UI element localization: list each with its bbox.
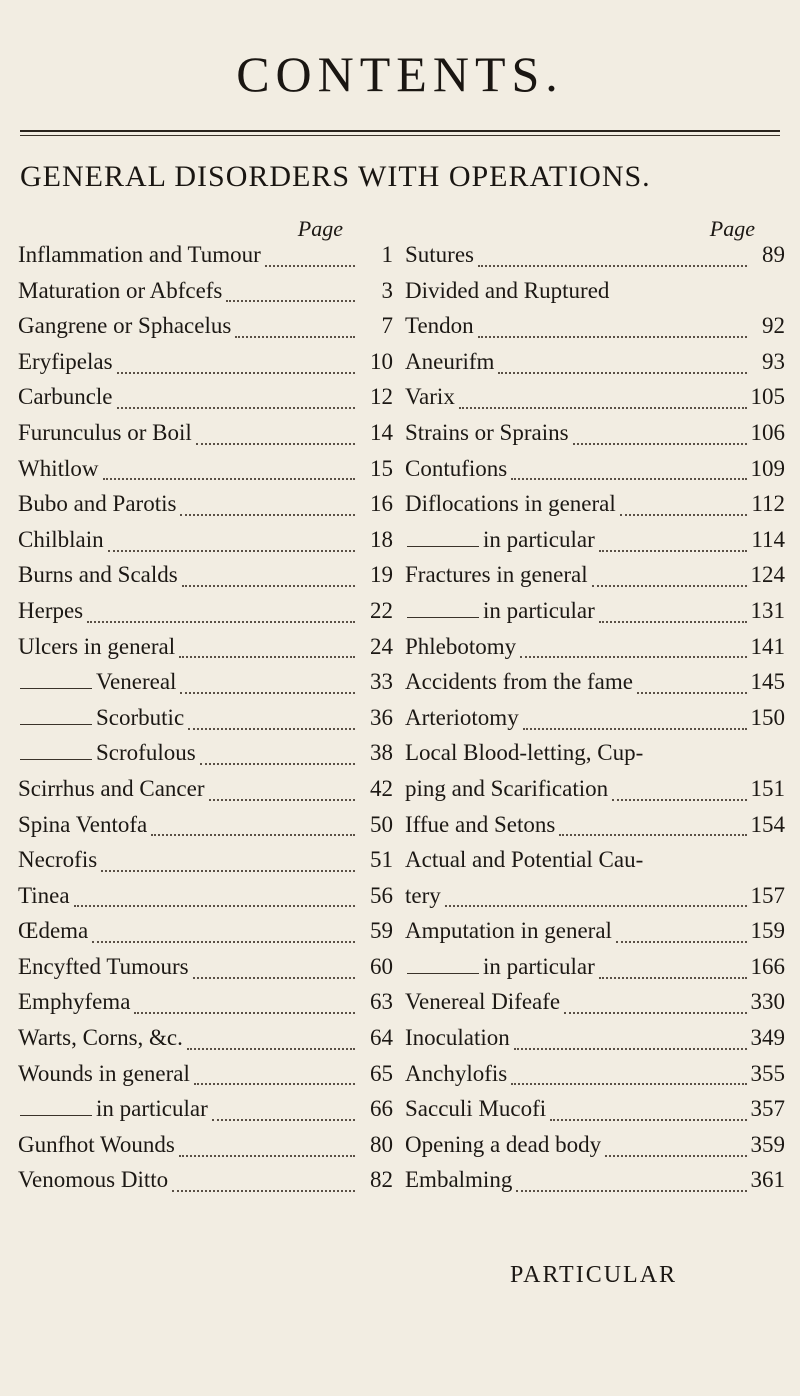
ditto-rule — [407, 546, 479, 547]
dot-leader — [592, 585, 747, 587]
entry-label: Fractures in general — [405, 562, 588, 588]
dot-leader — [564, 1012, 746, 1014]
toc-entry — [405, 313, 785, 349]
dot-leader — [151, 834, 355, 836]
toc-entry — [18, 954, 393, 990]
entry-label: Carbuncle — [18, 384, 113, 410]
dot-leader — [179, 1155, 355, 1157]
dot-leader — [200, 763, 355, 765]
entry-page-number: 82 — [370, 1167, 393, 1193]
toc-entry — [18, 1167, 393, 1203]
dot-leader — [180, 692, 355, 694]
entry-label: Tendon — [405, 313, 474, 339]
entry-page-number: 105 — [750, 384, 785, 410]
toc-entry — [18, 491, 393, 527]
dot-leader — [87, 621, 355, 623]
entry-page-number: 159 — [750, 918, 785, 944]
entry-page-number: 66 — [370, 1096, 393, 1122]
toc-entry — [405, 598, 785, 634]
toc-entry — [405, 242, 785, 278]
dot-leader — [573, 443, 747, 445]
entry-page-number: 355 — [750, 1060, 785, 1086]
page-column-label: Page — [709, 216, 755, 241]
entry-label: in particular — [483, 526, 595, 552]
toc-entry — [405, 349, 785, 385]
dot-leader — [117, 372, 355, 374]
entry-page-number: 131 — [750, 597, 785, 623]
toc-entry — [405, 278, 785, 314]
entry-label: Warts, Corns, &c. — [18, 1025, 183, 1051]
entry-label: Ulcers in general — [18, 633, 176, 659]
entry-page-number: 357 — [750, 1096, 785, 1122]
dot-leader — [235, 336, 355, 338]
toc-entry — [18, 456, 393, 492]
dot-leader — [180, 514, 355, 516]
entry-page-number: 12 — [370, 384, 393, 410]
entry-page-number: 151 — [750, 775, 785, 801]
entry-page-number: 3 — [381, 277, 393, 303]
entry-label: Spina Ventofa — [18, 811, 148, 837]
entry-label: Local Blood-letting, Cup- — [405, 740, 644, 766]
entry-page-number: 36 — [370, 704, 393, 730]
dot-leader — [103, 478, 356, 480]
entry-label: Embalming — [405, 1167, 513, 1193]
dot-leader — [511, 1083, 746, 1085]
dot-leader — [134, 1012, 355, 1014]
entry-label: Venereal — [96, 669, 177, 695]
dot-leader — [188, 728, 355, 730]
dot-leader — [498, 372, 747, 374]
entry-page-number: 65 — [370, 1060, 393, 1086]
entry-label: Varix — [405, 384, 455, 410]
entry-page-number: 7 — [381, 313, 393, 339]
entry-label: tery — [405, 882, 441, 908]
entry-page-number: 141 — [750, 633, 785, 659]
entry-label: Iffue and Setons — [405, 811, 556, 837]
entry-page-number: 150 — [750, 704, 785, 730]
entry-label: Wounds in general — [18, 1060, 190, 1086]
entry-label: Aneurifm — [405, 348, 495, 374]
toc-entry — [18, 776, 393, 812]
entry-label: Gunfhot Wounds — [18, 1131, 175, 1157]
entry-label: Emphyfema — [18, 989, 131, 1015]
entry-label: Whitlow — [18, 455, 99, 481]
dot-leader — [193, 977, 355, 979]
dot-leader — [605, 1155, 746, 1157]
toc-entry — [18, 918, 393, 954]
toc-entry — [405, 1025, 785, 1061]
dot-leader — [212, 1119, 355, 1121]
dot-leader — [478, 336, 747, 338]
ditto-rule — [20, 1115, 92, 1116]
toc-entry — [18, 1025, 393, 1061]
entry-label: Venomous Ditto — [18, 1167, 169, 1193]
entry-label: in particular — [483, 953, 595, 979]
toc-entry — [18, 847, 393, 883]
dot-leader — [108, 550, 355, 552]
toc-entry — [18, 562, 393, 598]
entry-label: Scorbutic — [96, 704, 185, 730]
entry-page-number: 64 — [370, 1025, 393, 1051]
ditto-rule — [20, 724, 92, 725]
entry-label: in particular — [96, 1096, 208, 1122]
catchword: PARTICULAR — [510, 1262, 678, 1288]
toc-entry — [18, 634, 393, 670]
toc-entry — [405, 1061, 785, 1097]
dot-leader — [516, 1190, 746, 1192]
left-column — [18, 216, 393, 1203]
ditto-rule — [407, 617, 479, 618]
entry-page-number: 330 — [750, 989, 785, 1015]
page-column-label: Page — [297, 216, 343, 241]
toc-entry — [405, 634, 785, 670]
entry-label: Herpes — [18, 597, 84, 623]
dot-leader — [599, 621, 747, 623]
toc-entry — [18, 705, 393, 741]
entry-page-number: 18 — [370, 526, 393, 552]
ditto-rule — [407, 973, 479, 974]
entry-page-number: 1 — [381, 242, 393, 267]
entry-label: Chilblain — [18, 526, 104, 552]
dot-leader — [226, 300, 355, 302]
dot-leader — [523, 728, 747, 730]
entry-page-number: 157 — [750, 882, 785, 908]
contents-heading: CONTENTS. — [236, 46, 564, 102]
entry-page-number: 16 — [370, 491, 393, 517]
entry-label: Sacculi Mucofi — [405, 1096, 547, 1122]
entry-page-number: 145 — [750, 669, 785, 695]
entry-label: Arteriotomy — [405, 704, 519, 730]
dot-leader — [445, 905, 747, 907]
dot-leader — [550, 1119, 746, 1121]
entry-label: Divided and Ruptured — [405, 277, 610, 303]
entry-label: Burns and Scalds — [18, 562, 178, 588]
entry-label: Inoculation — [405, 1025, 510, 1051]
entry-page-number: 112 — [751, 491, 785, 517]
entry-page-number: 15 — [370, 455, 393, 481]
dot-leader — [172, 1190, 355, 1192]
dot-leader — [520, 656, 746, 658]
entry-label: Actual and Potential Cau- — [405, 847, 644, 873]
entry-page-number: 24 — [370, 633, 393, 659]
toc-entry — [18, 812, 393, 848]
toc-entry — [405, 989, 785, 1025]
entry-page-number: 92 — [762, 313, 785, 339]
top-rule — [20, 130, 780, 132]
dot-leader — [179, 656, 355, 658]
toc-entry — [405, 812, 785, 848]
entry-label: Scirrhus and Cancer — [18, 775, 205, 801]
toc-entry — [405, 1132, 785, 1168]
dot-leader — [559, 834, 746, 836]
toc-entry — [18, 313, 393, 349]
entry-label: Scrofulous — [96, 740, 196, 766]
entry-label: Furunculus or Boil — [18, 419, 192, 445]
ditto-rule — [20, 759, 92, 760]
toc-entry — [18, 242, 393, 278]
entry-label: Bubo and Parotis — [18, 491, 177, 517]
dot-leader — [478, 265, 747, 267]
toc-entry — [18, 1132, 393, 1168]
dot-leader — [612, 799, 746, 801]
entry-page-number: 14 — [370, 419, 393, 445]
entry-page-number: 166 — [750, 953, 785, 979]
dot-leader — [101, 870, 355, 872]
toc-entry — [18, 1061, 393, 1097]
dot-leader — [599, 550, 747, 552]
entry-page-number: 50 — [370, 811, 393, 837]
dot-leader — [74, 905, 355, 907]
toc-entry — [405, 456, 785, 492]
dot-leader — [514, 1048, 747, 1050]
entry-label: Sutures — [405, 242, 474, 267]
entry-label: Anchylofis — [405, 1060, 508, 1086]
entry-label: Gangrene or Sphacelus — [18, 313, 232, 339]
entry-label: Œdema — [18, 918, 89, 944]
entry-page-number: 80 — [370, 1131, 393, 1157]
entry-page-number: 60 — [370, 953, 393, 979]
entry-page-number: 124 — [750, 562, 785, 588]
toc-entry — [405, 527, 785, 563]
entry-page-number: 114 — [751, 526, 785, 552]
entry-page-number: 154 — [750, 811, 785, 837]
toc-entry — [405, 420, 785, 456]
toc-entry — [405, 883, 785, 919]
toc-entry — [18, 384, 393, 420]
entry-label: Phlebotomy — [405, 633, 517, 659]
entry-page-number: 19 — [370, 562, 393, 588]
toc-entry — [405, 1167, 785, 1203]
dot-leader — [637, 692, 747, 694]
toc-entry — [405, 491, 785, 527]
entry-label: Strains or Sprains — [405, 419, 569, 445]
dot-leader — [511, 478, 746, 480]
entry-page-number: 109 — [750, 455, 785, 481]
dot-leader — [182, 585, 355, 587]
dot-leader — [616, 941, 747, 943]
entry-label: Encyfted Tumours — [18, 953, 189, 979]
dot-leader — [459, 407, 747, 409]
entry-label: Accidents from the fame — [405, 669, 633, 695]
toc-entry — [18, 740, 393, 776]
dot-leader — [92, 941, 355, 943]
toc-entry — [18, 1096, 393, 1132]
entry-page-number: 42 — [370, 775, 393, 801]
entry-page-number: 349 — [750, 1025, 785, 1051]
dot-leader — [196, 443, 355, 445]
entry-label: Necrofis — [18, 847, 98, 873]
toc-entry — [405, 740, 785, 776]
entry-page-number: 361 — [750, 1167, 785, 1193]
toc-entry — [405, 954, 785, 990]
entry-page-number: 33 — [370, 669, 393, 695]
entry-page-number: 22 — [370, 597, 393, 623]
entry-page-number: 38 — [370, 740, 393, 766]
entry-page-number: 93 — [762, 348, 785, 374]
entry-label: Diflocations in general — [405, 491, 616, 517]
entry-label: Contufions — [405, 455, 508, 481]
dot-leader — [209, 799, 356, 801]
toc-entry — [405, 776, 785, 812]
toc-entry — [18, 278, 393, 314]
entry-page-number: 63 — [370, 989, 393, 1015]
toc-entry — [18, 883, 393, 919]
dot-leader — [194, 1083, 355, 1085]
entry-page-number: 59 — [370, 918, 393, 944]
top-rule-thin — [20, 135, 780, 136]
toc-entry — [18, 527, 393, 563]
entry-page-number: 359 — [750, 1131, 785, 1157]
toc-entry — [405, 562, 785, 598]
toc-entry — [18, 349, 393, 385]
toc-entry — [405, 847, 785, 883]
entry-page-number: 51 — [370, 847, 393, 873]
entry-label: Opening a dead body — [405, 1131, 602, 1157]
entry-page-number: 10 — [370, 348, 393, 374]
dot-leader — [187, 1048, 355, 1050]
section-title: GENERAL DISORDERS WITH OPERATIONS. — [20, 160, 651, 193]
toc-entry — [18, 420, 393, 456]
entry-label: ping and Scarification — [405, 775, 609, 801]
toc-entry — [18, 989, 393, 1025]
entry-label: in particular — [483, 597, 595, 623]
dot-leader — [265, 265, 355, 267]
toc-entry — [405, 669, 785, 705]
entry-page-number: 89 — [762, 242, 785, 267]
entry-label: Tinea — [18, 882, 70, 908]
dot-leader — [620, 514, 747, 516]
toc-entry — [405, 918, 785, 954]
entry-label: Amputation in general — [405, 918, 612, 944]
toc-entry — [405, 705, 785, 741]
entry-page-number: 56 — [370, 882, 393, 908]
toc-entry — [405, 384, 785, 420]
entry-label: Inflammation and Tumour — [18, 242, 261, 267]
toc-entry — [18, 598, 393, 634]
toc-entry — [405, 1096, 785, 1132]
entry-label: Eryfipelas — [18, 348, 113, 374]
entry-page-number: 106 — [750, 419, 785, 445]
right-column — [405, 216, 785, 1203]
ditto-rule — [20, 688, 92, 689]
entry-label: Venereal Difeafe — [405, 989, 561, 1015]
dot-leader — [117, 407, 355, 409]
dot-leader — [599, 977, 747, 979]
toc-entry — [18, 669, 393, 705]
entry-label: Maturation or Abfcefs — [18, 277, 223, 303]
